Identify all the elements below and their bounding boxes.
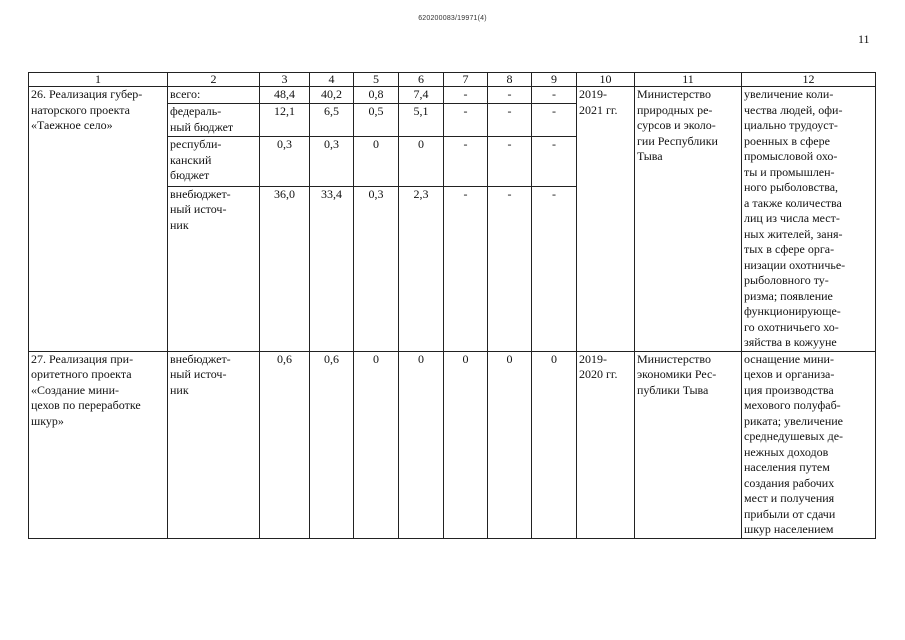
column-number: 9 [532, 73, 577, 87]
value-cell: - [444, 137, 488, 186]
value-cell: 40,2 [310, 87, 354, 104]
value-cell: 0,3 [354, 186, 399, 351]
project-26-name: 26. Реализация губер- наторского проекта «Таежное село» [29, 87, 168, 352]
value-cell: 0,5 [354, 104, 399, 137]
value-cell: - [532, 186, 577, 351]
value-cell: 0,6 [310, 351, 354, 538]
value-cell: - [532, 87, 577, 104]
funding-source: федераль- ный бюджет [168, 104, 260, 137]
project-26-responsible: Министерство природных ре- сурсов и эколо- гии Республики Тыва [635, 87, 742, 352]
column-number: 10 [577, 73, 635, 87]
funding-source: внебюджет- ный источ- ник [168, 351, 260, 538]
value-cell: 12,1 [260, 104, 310, 137]
funding-source: внебюджет- ный источ- ник [168, 186, 260, 351]
column-number: 5 [354, 73, 399, 87]
funding-source: всего: [168, 87, 260, 104]
column-number: 4 [310, 73, 354, 87]
value-cell: 0,6 [260, 351, 310, 538]
column-number: 7 [444, 73, 488, 87]
program-table [28, 72, 876, 539]
column-number: 8 [488, 73, 532, 87]
project-26-result: увеличение коли- чества людей, офи- циально трудоуст- роенных в сфере промысловой охо- ты и промышлен- ного рыболовства, а также количества лиц из числа мест- ных жителей, заня- тых в сфере орга- низации охотничье- рыболовного ту- ризма; появление функционирующе- го охотничьего хо- зяйства в кожууне [742, 87, 876, 352]
value-cell: - [444, 87, 488, 104]
value-cell: 0 [354, 351, 399, 538]
value-cell: 0 [354, 137, 399, 186]
value-cell: 0,3 [310, 137, 354, 186]
value-cell: - [488, 87, 532, 104]
value-cell: 7,4 [399, 87, 444, 104]
value-cell: 2,3 [399, 186, 444, 351]
column-number: 1 [29, 73, 168, 87]
project-26-period: 2019- 2021 гг. [577, 87, 635, 352]
value-cell: 0 [488, 351, 532, 538]
value-cell: - [488, 104, 532, 137]
value-cell: - [532, 104, 577, 137]
value-cell: 0,8 [354, 87, 399, 104]
value-cell: - [488, 137, 532, 186]
value-cell: - [532, 137, 577, 186]
value-cell: 0 [444, 351, 488, 538]
value-cell: 48,4 [260, 87, 310, 104]
table-row [29, 351, 876, 538]
value-cell: 0,3 [260, 137, 310, 186]
page-number: 11 [858, 32, 870, 46]
value-cell: 33,4 [310, 186, 354, 351]
funding-source: республи- канский бюджет [168, 137, 260, 186]
column-number: 2 [168, 73, 260, 87]
value-cell: 5,1 [399, 104, 444, 137]
value-cell: 6,5 [310, 104, 354, 137]
value-cell: - [488, 186, 532, 351]
value-cell: 36,0 [260, 186, 310, 351]
table-row [29, 87, 876, 104]
project-27-period: 2019- 2020 гг. [577, 351, 635, 538]
column-number: 6 [399, 73, 444, 87]
value-cell: - [444, 104, 488, 137]
value-cell: - [444, 186, 488, 351]
column-number: 3 [260, 73, 310, 87]
document-id: 620200083/19971(4) [418, 15, 487, 22]
value-cell: 0 [399, 137, 444, 186]
value-cell: 0 [532, 351, 577, 538]
value-cell: 0 [399, 351, 444, 538]
column-number-row [29, 73, 876, 87]
column-number: 11 [635, 73, 742, 87]
project-27-name: 27. Реализация при- оритетного проекта «Создание мини- цехов по переработке шкур» [29, 351, 168, 538]
column-number: 12 [742, 73, 876, 87]
project-27-result: оснащение мини- цехов и организа- ция производства мехового полуфаб- риката; увеличение среднедушевых де- нежных доходов населения путем создания рабочих мест и получения прибыли от сдачи шкур населением [742, 351, 876, 538]
project-27-responsible: Министерство экономики Рес- публики Тыва [635, 351, 742, 538]
